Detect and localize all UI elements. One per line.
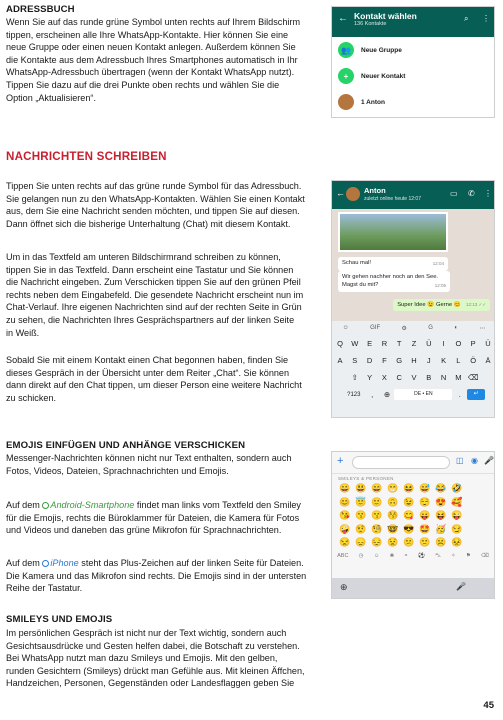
emoji[interactable]: 😆 [403, 483, 415, 493]
chat-contact-name: Anton [364, 186, 386, 195]
key[interactable]: J [426, 356, 431, 365]
key[interactable]: A [337, 356, 343, 365]
chat-status: zuletzt online heute 12:07 [364, 196, 421, 202]
text-line: Handzeichen, Personen, Gegenständen oder Landesflaggen geben Sie [6, 678, 295, 689]
flag-icon[interactable]: ⚑ [465, 552, 471, 559]
search-icon: ⌕ [464, 14, 469, 23]
text-line: für die Emojis, rechts die Büroklammer für Dateien, die Kamera für Fotos [6, 512, 300, 523]
message-out [393, 299, 490, 311]
emoji[interactable]: 😗 [355, 510, 367, 520]
list-item [332, 63, 494, 89]
apple-icon [42, 560, 49, 567]
key[interactable]: K [441, 356, 447, 365]
key[interactable]: ⇧ [351, 373, 358, 382]
text-line: Im persönlichen Gespräch ist nicht nur der Text wichtig, sondern auch [6, 628, 287, 638]
emoji[interactable]: 🙃 [387, 496, 399, 507]
key[interactable]: T [396, 339, 402, 348]
gif-button[interactable]: GIF [370, 325, 381, 331]
menu-dots-icon: ⋮ [482, 14, 490, 23]
video-call-icon: ▭ [450, 189, 458, 198]
text-line: tippen Sie in das Textfeld. Dann erscheint eine Tastatur und Sie können [6, 264, 294, 275]
adressbuch-text [6, 16, 321, 104]
chat-area [332, 209, 495, 321]
emojis-text-android [6, 499, 321, 537]
screenshot-contact-select [331, 6, 495, 118]
key[interactable]: Y [367, 373, 373, 382]
key[interactable]: E [367, 339, 373, 348]
chat-header [332, 181, 494, 209]
text-fragment: findet man links vom Textfeld den Smiley [136, 500, 301, 510]
text-line: Reihe der Tastatur. [6, 583, 83, 594]
clock-icon[interactable]: ◷ [358, 552, 364, 559]
text-line: Messenger-Nachrichten können nicht nur Text enthalten, sondern auch [6, 453, 292, 463]
contact-title: Kontakt wählen [354, 11, 417, 21]
text-line: neue Gruppe oder einen neuen Kontakt anlegen. Außerdem können Sie [6, 42, 296, 53]
emoji[interactable]: 😙 [371, 510, 383, 520]
key[interactable]: S [352, 356, 358, 365]
food-icon[interactable]: ◓ [404, 552, 408, 559]
emoji[interactable]: 😔 [371, 537, 383, 547]
key[interactable]: Q [337, 339, 343, 348]
abc-key[interactable]: ABC [337, 552, 349, 559]
message-time: 12:13 ✓✓ [465, 302, 486, 307]
text-line: dann direkt auf den Chat tippen, um dieser Person eine weitere Nachricht [6, 380, 302, 391]
key[interactable]: I [442, 339, 445, 348]
key[interactable]: B [426, 373, 432, 382]
message-in [338, 257, 448, 271]
key[interactable]: D [366, 356, 373, 365]
more-icon[interactable]: ⋯ [479, 325, 486, 332]
text-line: in Weiß. [6, 327, 40, 338]
text-fragment: Auf dem [6, 500, 40, 510]
message-text: Schau mal! [342, 260, 371, 266]
list-item [332, 37, 494, 63]
list-item-label: Neue Gruppe [361, 46, 402, 54]
plus-icon[interactable]: + [337, 455, 344, 467]
text-line: Option „Aktualisieren“. [6, 92, 96, 103]
globe-icon[interactable]: ⊕ [340, 582, 348, 592]
emoji[interactable]: 😎 [403, 523, 415, 534]
key[interactable]: H [411, 356, 417, 365]
list-item-label: 1 Anton [361, 98, 385, 106]
contact-header [332, 7, 494, 37]
emoji[interactable]: 😀 [339, 483, 351, 493]
emoji[interactable]: 😏 [451, 523, 463, 534]
emoji[interactable]: 🥰 [451, 496, 463, 507]
emoji[interactable]: 🤪 [339, 523, 351, 534]
emoji[interactable]: 🤩 [419, 523, 431, 534]
key[interactable]: P [470, 339, 476, 348]
text-fragment: Auf dem [6, 558, 40, 568]
text-line: tippen, erscheinen alle Ihre WhatsApp-Kontakte. Hier können Sie eine [6, 29, 289, 40]
message-in [338, 271, 450, 292]
palette-icon[interactable]: ◐ [454, 325, 458, 331]
text-line: Sobald Sie mit einem Kontakt einen Chat begonnen haben, finden Sie [6, 355, 289, 365]
nachrichten-text-2 [6, 251, 321, 339]
text-line: Dann öffnet sich die bisherige Unterhaltung (Chat) mit diesem Kontakt. [6, 218, 291, 229]
emoji[interactable]: 😌 [419, 496, 431, 507]
avatar [338, 94, 354, 110]
keyboard-bottom [332, 578, 495, 598]
message-text: Super Idee 😉 Gerne 😊 [397, 302, 461, 308]
message-text: Wir gehen nachher noch an den See. [342, 274, 439, 280]
key[interactable]: C [396, 373, 402, 382]
emoji[interactable]: 🤨 [355, 523, 367, 534]
screenshot-emoji-keyboard [331, 451, 495, 599]
key-numbers[interactable]: ?123 [347, 391, 361, 398]
android-label: Android-Smartphone [50, 500, 135, 510]
text-line: aus, dem Sie eine Nachricht senden möchten, und tippen Sie auf diesen. [6, 206, 300, 217]
emoji[interactable]: 🧐 [371, 523, 383, 534]
emoji[interactable]: 🙁 [419, 537, 431, 547]
message-text: Magst du mit? [342, 281, 379, 288]
heading-nachrichten: NACHRICHTEN SCHREIBEN [6, 150, 167, 163]
emoji[interactable]: 😍 [435, 496, 447, 507]
sticker-icon[interactable]: ☺ [342, 325, 349, 331]
key[interactable]: Ä [485, 356, 491, 365]
bulb-icon[interactable]: ✧ [450, 552, 456, 559]
emoji[interactable]: 😃 [355, 483, 367, 493]
emoji[interactable]: 🤓 [387, 523, 399, 534]
menu-dots-icon: ⋮ [484, 189, 492, 198]
ball-icon[interactable]: ⚽ [417, 552, 425, 559]
list-item-label: Neuer Kontakt [361, 72, 406, 80]
emoji[interactable]: 😊 [339, 496, 351, 507]
chat-image [338, 212, 448, 252]
key-space[interactable]: DE • EN [394, 389, 452, 400]
key[interactable]: G [396, 356, 403, 365]
nachrichten-text-3 [6, 354, 321, 404]
emoji[interactable]: 😋 [403, 510, 415, 520]
emoji[interactable]: 😕 [403, 537, 415, 547]
text-line: Tippen Sie dazu auf die drei Punkte oben rechts und wählen Sie die [6, 79, 280, 90]
text-line: Die Kamera und das Mikrofon sind rechts. Die Emojis sind in der untersten [6, 570, 307, 581]
key-enter[interactable]: ↵ [467, 389, 485, 400]
key[interactable]: L [456, 356, 461, 365]
text-line: Tippen Sie unten rechts auf das grüne runde Symbol für das Adressbuch. [6, 181, 302, 191]
emoji[interactable]: 😁 [387, 483, 399, 493]
message-time: 12:04 [432, 261, 444, 266]
keyboard-row [332, 386, 495, 403]
key-period[interactable]: . [458, 390, 461, 399]
emoji[interactable]: 😛 [419, 510, 431, 520]
mic-icon[interactable]: 🎤 [456, 582, 466, 591]
key[interactable]: M [455, 373, 462, 382]
text-line: zu schicken. [6, 392, 57, 403]
android-icon [42, 502, 49, 509]
key[interactable]: F [382, 356, 387, 365]
list-item [332, 89, 494, 115]
text-line [6, 499, 321, 512]
emoji[interactable]: 😘 [339, 510, 351, 520]
key-comma[interactable]: , [371, 390, 374, 399]
camera-icon[interactable]: ◉ [471, 456, 478, 465]
bear-icon[interactable]: ❀ [389, 552, 395, 559]
emoji-category: SMILEYS & PERSONEN [338, 476, 394, 481]
text-line: WhatsApp-Adressbuch übertragen (wenn der Kontakt WhatsApp nutzt). [6, 67, 295, 78]
emojis-text-iphone [6, 557, 321, 595]
back-arrow-icon: ← [338, 13, 348, 24]
key[interactable]: O [455, 339, 462, 348]
key[interactable]: ⌫ [467, 373, 479, 382]
screenshot-chat [331, 180, 495, 418]
emoji[interactable]: 😝 [435, 510, 447, 520]
key[interactable]: X [381, 373, 387, 382]
car-icon[interactable]: ⛍ [435, 552, 441, 559]
emoji[interactable]: 😚 [387, 510, 399, 520]
emojis-text-1 [6, 452, 321, 477]
smileys-text [6, 627, 498, 690]
emoji[interactable]: 🙂 [371, 496, 383, 507]
text-line [6, 557, 321, 570]
iphone-label: iPhone [50, 558, 79, 568]
keyboard-suggestions [332, 321, 495, 335]
emoji[interactable]: 😟 [387, 537, 399, 547]
heading-adressbuch: ADRESSBUCH [6, 4, 75, 15]
text-line: zu sehen, die Nachrichten Ihres Gesprächspartners auf der linken Seite [6, 314, 295, 325]
text-fragment: steht das Plus-Zeichen auf der linken Seite für Dateien. [81, 558, 304, 568]
text-line: die Kontakte aus dem Adressbuch Ihres Smartphones automatisch in Ihr [6, 54, 298, 65]
emoji[interactable]: 😅 [419, 483, 431, 493]
emoji[interactable]: ☹️ [435, 537, 447, 547]
avatar [346, 187, 360, 201]
message-time: 12:05 [434, 282, 446, 288]
text-line: Um in das Textfeld am unteren Bildschirmrand schreiben zu können, [6, 252, 281, 262]
text-line: Fotos, Videos, Dateien, Sprachnachrichten und Emojis. [6, 465, 229, 476]
backspace-icon[interactable]: ⌫ [480, 552, 489, 559]
key[interactable]: V [411, 373, 417, 382]
text-line: rechts neben dem Eingabefeld. Die gesendete Nachricht erscheint nun im [6, 289, 304, 300]
emoji[interactable]: 😞 [355, 537, 367, 547]
emoji[interactable]: 😒 [339, 537, 351, 547]
keyboard-row [332, 369, 495, 386]
emoji-grid [332, 482, 494, 550]
phone-icon: ✆ [468, 189, 475, 198]
text-line: Wenn Sie auf das runde grüne Symbol unten rechts auf Ihrem Bildschirm [6, 17, 301, 27]
emoji[interactable]: 😣 [451, 537, 463, 547]
settings-icon[interactable]: ⚙ [401, 325, 407, 332]
key[interactable]: Ü [426, 339, 432, 348]
text-line: die Nachricht eingeben. Zum Verschicken tippen Sie auf den grünen Pfeil [6, 277, 301, 288]
text-line: Bei WhatsApp nutzt man dazu Smileys und Emojis. Mit den gelben, [6, 653, 278, 664]
emoji-categories [332, 550, 494, 560]
emoji[interactable]: 🥳 [435, 523, 447, 534]
nachrichten-text-1 [6, 180, 321, 230]
text-line: Sie gelangen nun zu den WhatsApp-Kontakten. Wählen Sie einen Kontakt [6, 193, 305, 204]
key[interactable]: Ö [470, 356, 477, 365]
emoji[interactable]: 😄 [371, 483, 383, 493]
page-number: 45 [483, 700, 494, 711]
key[interactable]: W [351, 339, 359, 348]
keyboard-row [332, 352, 495, 369]
key[interactable]: Ü [485, 339, 491, 348]
heading-emojis: EMOJIS EINFÜGEN UND ANHÄNGE VERSCHICKEN [6, 440, 246, 451]
globe-icon[interactable]: ⊕ [383, 390, 391, 399]
heading-smileys: SMILEYS UND EMOJIS [6, 614, 113, 625]
emoji[interactable]: 😂 [435, 483, 447, 493]
key[interactable]: R [381, 339, 388, 348]
keyboard-row [332, 335, 495, 352]
emoji[interactable]: 😇 [355, 496, 367, 507]
text-line: und Videos und daneben das grüne Mikrofon für Sprachnachrichten. [6, 525, 282, 536]
keyboard [332, 321, 495, 418]
text-line: dieses Gespräch in der Übersicht unter dem Reiter „Chat“. Sie können [6, 367, 290, 378]
contact-count: 136 Kontakte [354, 21, 387, 27]
iphone-input-bar [332, 452, 494, 474]
key[interactable]: N [440, 373, 447, 382]
text-line: Chat-Verlauf. Ihre eigenen Nachrichten sind auf der rechten Seite in Grün [6, 302, 302, 313]
sticker-icon[interactable]: ◫ [456, 456, 464, 465]
text-line: runden Gesichtern (Smileys) drückt man Gefühle aus. Mit kleinen Äffchen, [6, 665, 305, 676]
message-input[interactable] [352, 456, 450, 469]
group-icon: 👥 [338, 42, 354, 58]
emoji[interactable]: 🤣 [451, 483, 463, 493]
back-arrow-icon: ← [336, 188, 345, 198]
smiley-icon[interactable]: ☺ [373, 552, 380, 559]
mic-icon[interactable]: 🎤 [484, 456, 494, 465]
emoji[interactable]: 😉 [403, 496, 415, 507]
translate-icon[interactable]: G [428, 325, 433, 331]
key[interactable]: Z [411, 339, 417, 348]
emoji[interactable]: 😜 [451, 510, 463, 520]
text-line: Gesichtsausdrücke und Gesten helfen dabei, die Botschaft zu verstehen. [6, 640, 300, 651]
add-contact-icon: + [338, 68, 354, 84]
